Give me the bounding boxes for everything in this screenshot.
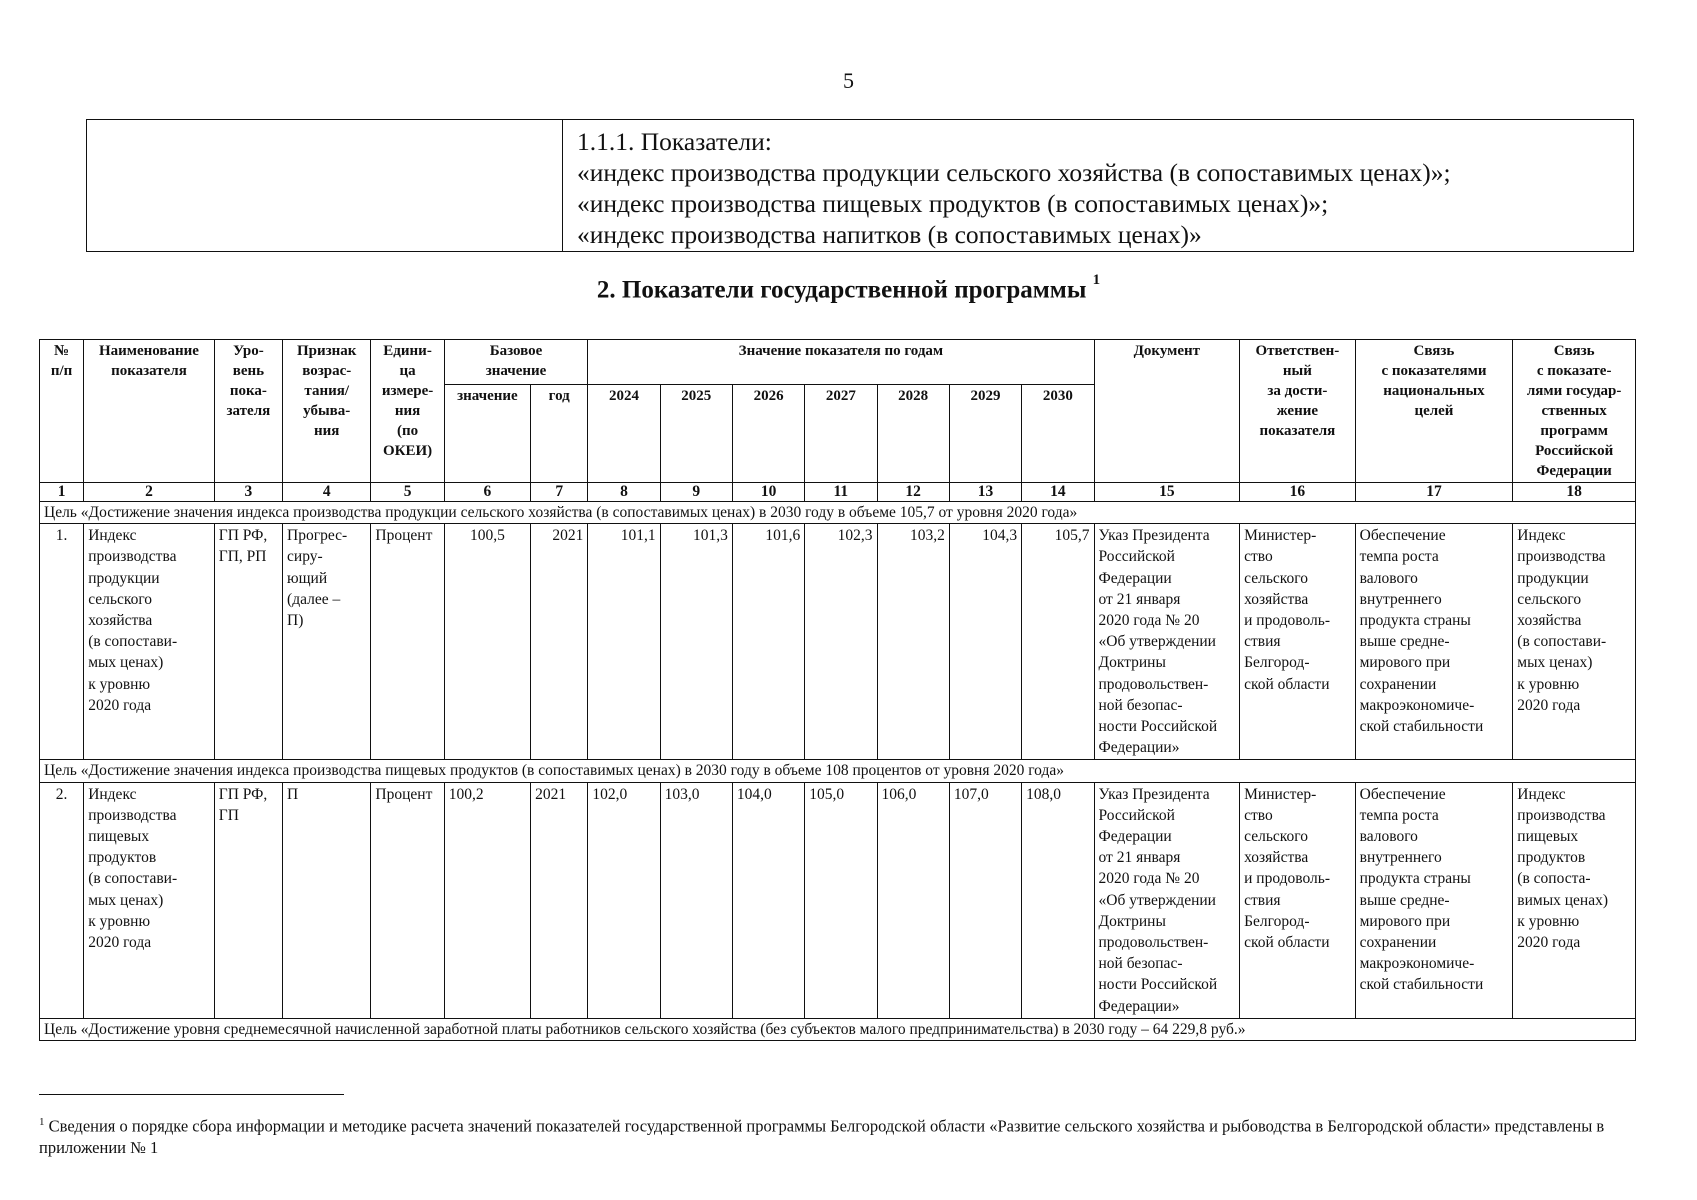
footnote-mark: 1 — [39, 1116, 45, 1128]
header-trend: Признак возрас- тания/ убыва- ния — [283, 340, 371, 483]
row-responsible: Министер- ство сельского хозяйства и продоволь- ствия Белгород- ской области — [1240, 782, 1355, 1018]
column-number: 2 — [84, 483, 215, 502]
indicators-table — [39, 339, 1636, 1041]
row-year-value: 105,7 — [1022, 524, 1094, 760]
page-number: 5 — [843, 68, 854, 93]
indicators-box-text — [563, 120, 1633, 251]
row-trend: П — [283, 782, 371, 1018]
row-unit: Процент — [371, 524, 444, 760]
footnote-ref: 1 — [1092, 272, 1101, 288]
indicator-line: «индекс производства напитков (в сопоставимых ценах)» — [577, 220, 1202, 249]
header-level: Уро- вень пока- зателя — [214, 340, 282, 483]
row-year-value: 103,2 — [877, 524, 949, 760]
row-name: Индекс производства пищевых продуктов (в сопостави- мых ценах) к уровню 2020 года — [84, 782, 215, 1018]
row-state-programs: Индекс производства пищевых продуктов (в сопоста- вимых ценах) к уровню 2020 года — [1513, 782, 1636, 1018]
column-number: 1 — [40, 483, 84, 502]
header-base-value: значение — [444, 384, 530, 482]
header-base-year: год — [531, 384, 588, 482]
footnote — [39, 1112, 1629, 1158]
goal-row — [40, 760, 1636, 782]
header-row — [40, 340, 1636, 385]
row-level: ГП РФ, ГП, РП — [214, 524, 282, 760]
row-year-value: 101,1 — [588, 524, 660, 760]
column-number: 11 — [805, 483, 877, 502]
row-base-value: 100,2 — [444, 782, 530, 1018]
goal-row — [40, 502, 1636, 524]
column-number: 7 — [531, 483, 588, 502]
indicators-heading: 1.1.1. Показатели: — [577, 127, 772, 156]
header-unit: Едини- ца измере- ния (по ОКЕИ) — [371, 340, 444, 483]
section-title-text: 2. Показатели государственной программы — [596, 276, 1087, 304]
header-base: Базовое значение — [444, 340, 588, 385]
row-year-value: 108,0 — [1022, 782, 1094, 1018]
row-num: 2. — [40, 782, 84, 1018]
column-number: 17 — [1355, 483, 1513, 502]
row-trend: Прогрес- сиру- ющий (далее – П) — [283, 524, 371, 760]
row-year-value: 105,0 — [805, 782, 877, 1018]
header-responsible: Ответствен- ный за дости- жение показателя — [1240, 340, 1355, 483]
header-name: Наименование показателя — [84, 340, 215, 483]
row-base-year: 2021 — [531, 524, 588, 760]
header-year: 2030 — [1022, 384, 1094, 482]
header-year: 2028 — [877, 384, 949, 482]
row-year-value: 102,3 — [805, 524, 877, 760]
column-number: 6 — [444, 483, 530, 502]
header-document: Документ — [1094, 340, 1240, 483]
row-state-programs: Индекс производства продукции сельского хозяйства (в сопостави- мых ценах) к уровню 2020 года — [1513, 524, 1636, 760]
row-year-value: 101,6 — [732, 524, 804, 760]
header-year: 2027 — [805, 384, 877, 482]
goal-row — [40, 1018, 1636, 1040]
row-national: Обеспечение темпа роста валового внутреннего продукта страны выше средне- мирового при сохранении макроэкономиче- ской стабильности — [1355, 782, 1513, 1018]
header-state-programs: Связь с показате- лями государ- ственных программ Российской Федерации — [1513, 340, 1636, 483]
indicators-box — [86, 119, 1634, 252]
section-title — [0, 272, 1697, 304]
column-number: 10 — [732, 483, 804, 502]
row-document: Указ Президента Российской Федерации от 21 января 2020 года № 20 «Об утверждении Доктрины продовольствен- ной безопас- ности Российской Федерации» — [1094, 782, 1240, 1018]
column-numbers-row — [40, 483, 1636, 502]
column-number: 12 — [877, 483, 949, 502]
row-year-value: 106,0 — [877, 782, 949, 1018]
indicator-line: «индекс производства продукции сельского хозяйства (в сопоставимых ценах)»; — [577, 158, 1451, 187]
column-number: 14 — [1022, 483, 1094, 502]
column-number: 5 — [371, 483, 444, 502]
row-unit: Процент — [371, 782, 444, 1018]
column-number: 15 — [1094, 483, 1240, 502]
header-national: Связь с показателями национальных целей — [1355, 340, 1513, 483]
row-year-value: 101,3 — [660, 524, 732, 760]
row-year-value: 104,3 — [949, 524, 1021, 760]
row-base-year: 2021 — [531, 782, 588, 1018]
column-number: 3 — [214, 483, 282, 502]
indicator-line: «индекс производства пищевых продуктов (в сопоставимых ценах)»; — [577, 189, 1329, 218]
row-responsible: Министер- ство сельского хозяйства и продоволь- ствия Белгород- ской области — [1240, 524, 1355, 760]
goal-text: Цель «Достижение значения индекса производства продукции сельского хозяйства (в сопоставимых ценах) в 2030 году в объеме 105,7 от уровня 2020 года» — [40, 502, 1636, 524]
footnote-text: Сведения о порядке сбора информации и методике расчета значений показателей государственной программы Белгородской области «Развитие сельского хозяйства и рыбоводства в Белгородской области» представлены в приложении № 1 — [39, 1116, 1605, 1157]
column-number: 9 — [660, 483, 732, 502]
row-year-value: 102,0 — [588, 782, 660, 1018]
header-year: 2025 — [660, 384, 732, 482]
column-number: 18 — [1513, 483, 1636, 502]
row-year-value: 104,0 — [732, 782, 804, 1018]
row-level: ГП РФ, ГП — [214, 782, 282, 1018]
column-number: 8 — [588, 483, 660, 502]
header-by-years: Значение показателя по годам — [588, 340, 1094, 385]
indicators-box-empty-cell — [87, 120, 563, 251]
table-row — [40, 782, 1636, 1018]
column-number: 13 — [949, 483, 1021, 502]
row-national: Обеспечение темпа роста валового внутреннего продукта страны выше средне- мирового при сохранении макроэкономиче- ской стабильности — [1355, 524, 1513, 760]
header-year: 2026 — [732, 384, 804, 482]
row-document: Указ Президента Российской Федерации от 21 января 2020 года № 20 «Об утверждении Доктрины продовольствен- ной безопас- ности Российской Федерации» — [1094, 524, 1240, 760]
row-year-value: 103,0 — [660, 782, 732, 1018]
row-name: Индекс производства продукции сельского хозяйства (в сопостави- мых ценах) к уровню 2020 года — [84, 524, 215, 760]
row-year-value: 107,0 — [949, 782, 1021, 1018]
goal-text: Цель «Достижение уровня среднемесячной начисленной заработной платы работников сельского хозяйства (без субъектов малого предпринимательства) в 2030 году – 64 229,8 руб.» — [40, 1018, 1636, 1040]
table-row — [40, 524, 1636, 760]
row-num: 1. — [40, 524, 84, 760]
header-year: 2024 — [588, 384, 660, 482]
header-year: 2029 — [949, 384, 1021, 482]
header-num: № п/п — [40, 340, 84, 483]
column-number: 16 — [1240, 483, 1355, 502]
footnote-separator — [39, 1094, 344, 1095]
row-base-value: 100,5 — [444, 524, 530, 760]
goal-text: Цель «Достижение значения индекса производства пищевых продуктов (в сопоставимых ценах) в 2030 году в объеме 108 процентов от уровня 2020 года» — [40, 760, 1636, 782]
column-number: 4 — [283, 483, 371, 502]
